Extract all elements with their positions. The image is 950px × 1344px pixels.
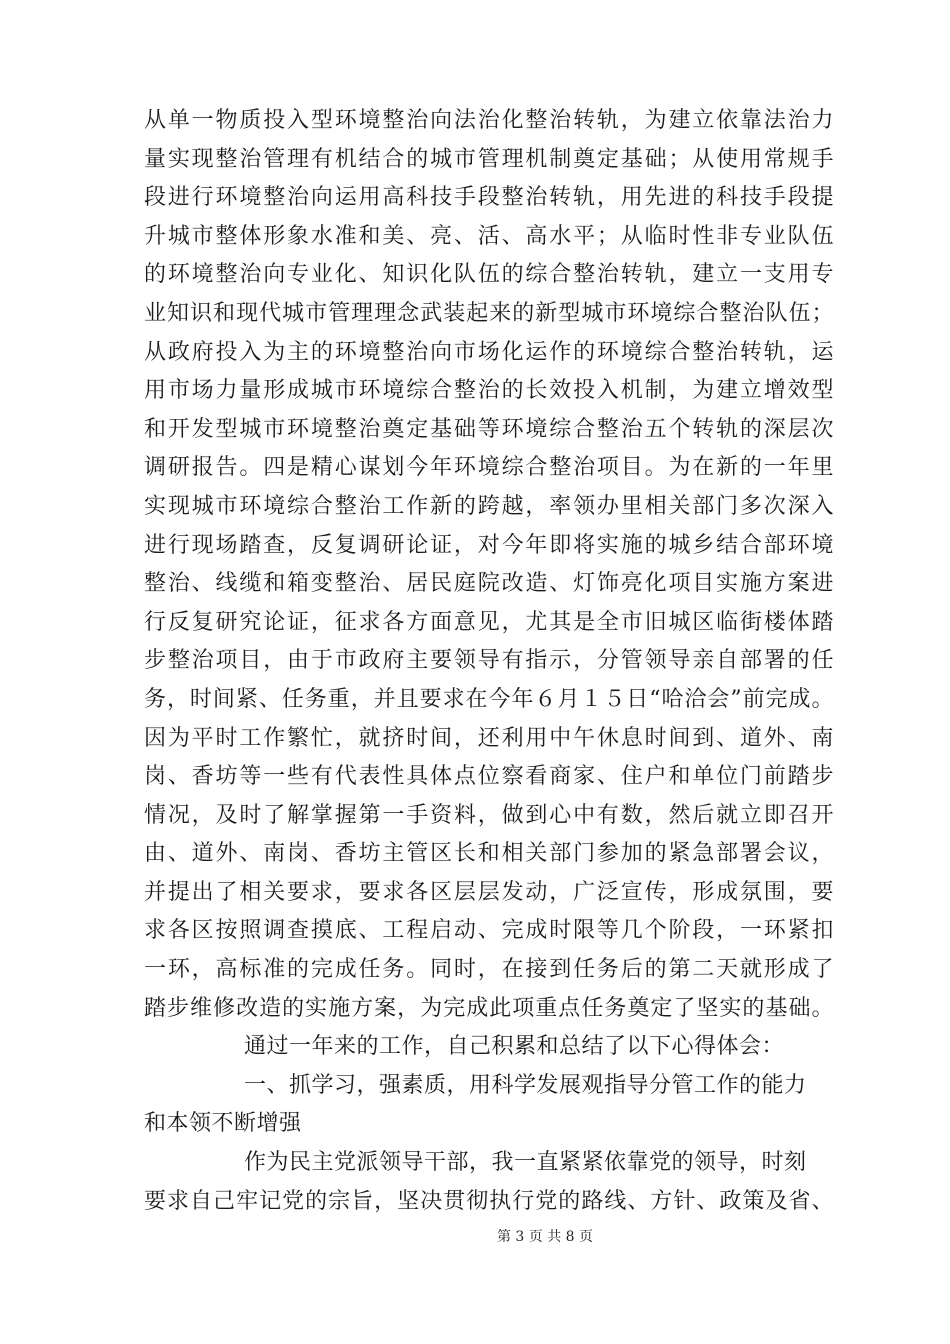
text-line: 业知识和现代城市管理理念武装起来的新型城市环境综合整治队伍； [144, 300, 834, 326]
text-line: 段进行环境整治向运用高科技手段整治转轨，用先进的科技手段提 [144, 185, 834, 211]
text-line: 岗、香坊等一些有代表性具体点位察看商家、住户和单位门前踏步 [144, 764, 834, 790]
text-line: 要求自己牢记党的宗旨，坚决贯彻执行党的路线、方针、政策及省、 [144, 1188, 834, 1214]
document-body [144, 102, 834, 1221]
text-line: 由、道外、南岗、香坊主管区长和相关部门参加的紧急部署会议， [144, 841, 834, 867]
text-line: 因为平时工作繁忙，就挤时间，还利用中午休息时间到、道外、南 [144, 725, 834, 751]
section-heading-line: 一、抓学习，强素质，用科学发展观指导分管工作的能力 [244, 1072, 807, 1098]
text-line: 量实现整治管理有机结合的城市管理机制奠定基础；从使用常规手 [144, 146, 834, 172]
text-line: 实现城市环境综合整治工作新的跨越，率领办里相关部门多次深入 [144, 493, 834, 519]
text-line: 踏步维修改造的实施方案，为完成此项重点任务奠定了坚实的基础。 [144, 995, 834, 1021]
text-line: 求各区按照调查摸底、工程启动、完成时限等几个阶段，一环紧扣 [144, 918, 834, 944]
text-line: 务，时间紧、任务重，并且要求在今年６月１５日“哈洽会”前完成。 [144, 686, 834, 712]
text-line: 和开发型城市环境整治奠定基础等环境综合整治五个转轨的深层次 [144, 416, 834, 442]
text-line: 从单一物质投入型环境整治向法治化整治转轨，为建立依靠法治力 [144, 108, 834, 133]
text-line: 通过一年来的工作，自己积累和总结了以下心得体会： [244, 1034, 785, 1060]
text-line: 的环境整治向专业化、知识化队伍的综合整治转轨，建立一支用专 [144, 262, 834, 288]
page-footer [0, 1228, 950, 1246]
page-number: 第 3 页 共 8 页 [496, 1229, 594, 1245]
text-line: 作为民主党派领导干部，我一直紧紧依靠党的领导，时刻 [244, 1150, 807, 1176]
text-line: 进行现场踏查，反复调研论证，对今年即将实施的城乡结合部环境 [144, 532, 834, 558]
text-line: 并提出了相关要求，要求各区层层发动，广泛宣传，形成氛围，要 [144, 879, 834, 905]
text-line: 步整治项目，由于市政府主要领导有指示，分管领导亲自部署的任 [144, 648, 834, 674]
text-line: 行反复研究论证，征求各方面意见，尤其是全市旧城区临街楼体踏 [144, 609, 834, 635]
text-line: 从政府投入为主的环境整治向市场化运作的环境综合整治转轨，运 [144, 339, 834, 365]
text-line: 一环，高标准的完成任务。同时，在接到任务后的第二天就形成了 [144, 957, 834, 983]
section-heading-line: 和本领不断增强 [144, 1111, 302, 1137]
text-line: 调研报告。四是精心谋划今年环境综合整治项目。为在新的一年里 [144, 455, 834, 481]
text-line: 整治、线缆和箱变整治、居民庭院改造、灯饰亮化项目实施方案进 [144, 571, 834, 597]
text-line: 情况，及时了解掌握第一手资料，做到心中有数，然后就立即召开 [144, 802, 834, 828]
text-line: 用市场力量形成城市环境综合整治的长效投入机制，为建立增效型 [144, 378, 834, 404]
text-line: 升城市整体形象水准和美、亮、活、高水平；从临时性非专业队伍 [144, 223, 834, 249]
